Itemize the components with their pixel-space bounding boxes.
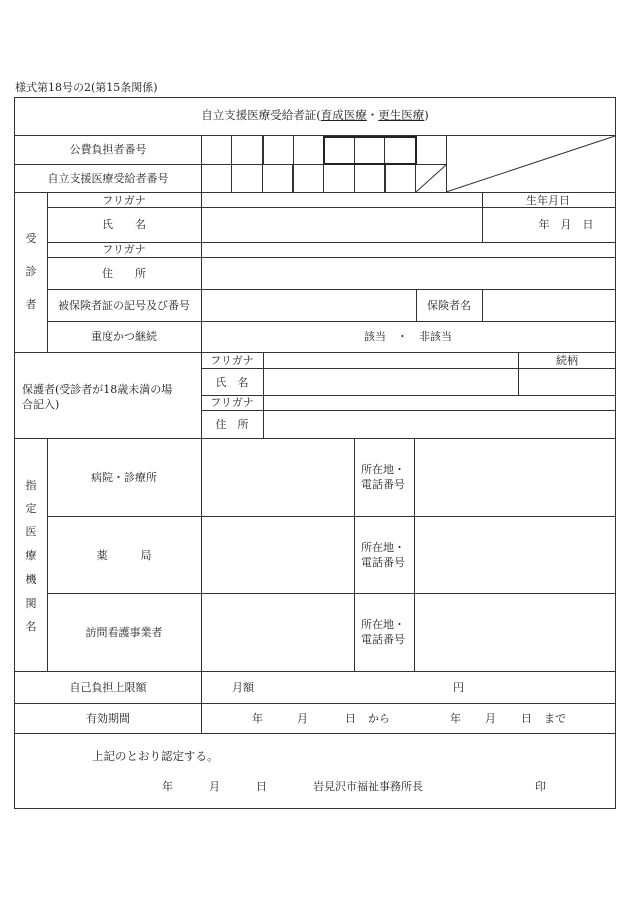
yen-label: 円 [453, 681, 464, 694]
patient-name-label: 氏 名 [102, 218, 146, 231]
public-payer-number-label: 公費負担者番号 [69, 143, 147, 156]
severity-label: 重度かつ継続 [91, 330, 157, 343]
visiting-nurse-location-label-2: 電話番号 [361, 633, 405, 646]
pharmacy-location-label-1: 所在地・ [361, 541, 405, 554]
severity-options: 該当 ・ 非該当 [364, 330, 452, 343]
certification-month: 月 [209, 780, 220, 793]
certification-statement: 上記のとおり認定する。 [92, 749, 219, 763]
guardian-name-label: 氏 名 [215, 376, 249, 389]
patient-section-char: 者 [25, 298, 37, 311]
hospital-location-label-1: 所在地・ [361, 463, 405, 476]
institution-section-char: 関 [25, 597, 37, 610]
guardian-furigana-label: フリガナ [210, 354, 254, 367]
institution-section-char: 定 [25, 502, 37, 515]
copay-limit-label: 自己負担上限額 [69, 681, 147, 694]
insurer-name-label: 保険者名 [427, 299, 471, 312]
patient-address-label: 住 所 [102, 267, 146, 280]
monthly-label: 月額 [232, 681, 254, 694]
patient-section-char: 診 [25, 265, 37, 278]
pharmacy-location-label-2: 電話番号 [361, 556, 405, 569]
birthdate-label: 生年月日 [526, 194, 570, 207]
insurance-number-label: 被保険者証の記号及び番号 [58, 299, 190, 312]
recipient-number-label: 自立支援医療受給者番号 [47, 172, 169, 185]
institution-section-char: 機 [25, 573, 37, 586]
institution-section-char: 療 [25, 549, 37, 562]
pharmacy-label: 薬 局 [96, 549, 152, 562]
validity-end-year: 年 [450, 712, 461, 725]
form-caption: 様式第18号の2(第15条関係) [15, 81, 158, 94]
guardian-address-label: 住 所 [215, 418, 249, 431]
guardian-address-furigana-label: フリガナ [210, 396, 254, 409]
validity-end-month: 月 [485, 712, 496, 725]
validity-start-year: 年 [252, 712, 263, 725]
hospital-location-label-2: 電話番号 [361, 478, 405, 491]
visiting-nurse-location-label-1: 所在地・ [361, 618, 405, 631]
patient-address-furigana-label: フリガナ [102, 243, 146, 256]
birthdate-value: 年 月 日 [538, 218, 594, 231]
visiting-nurse-label: 訪問看護事業者 [85, 626, 163, 639]
relationship-label: 続柄 [556, 354, 578, 367]
seal-mark: 印 [535, 780, 546, 793]
validity-label: 有効期間 [86, 712, 130, 725]
validity-end-day: 日 [521, 712, 532, 725]
validity-start-day: 日 [345, 712, 356, 725]
institution-section-char: 指 [25, 479, 37, 492]
institution-section-char: 名 [25, 620, 37, 633]
validity-from: から [368, 712, 390, 725]
guardian-label-line1: 保護者(受診者が18歳未満の場 [22, 383, 173, 396]
issuer-name: 岩見沢市福祉事務所長 [313, 780, 423, 793]
guardian-label-line2: 合記入) [22, 398, 60, 411]
validity-until: まで [544, 712, 566, 725]
institution-section-char: 医 [25, 525, 37, 538]
hospital-clinic-label: 病院・診療所 [91, 471, 157, 484]
certification-day: 日 [256, 780, 267, 793]
form-title: 自立支援医療受給者証(育成医療・更生医療) [201, 108, 429, 122]
certification-year: 年 [162, 780, 173, 793]
patient-section-char: 受 [25, 232, 37, 245]
patient-furigana-label: フリガナ [102, 194, 146, 207]
validity-start-month: 月 [297, 712, 308, 725]
